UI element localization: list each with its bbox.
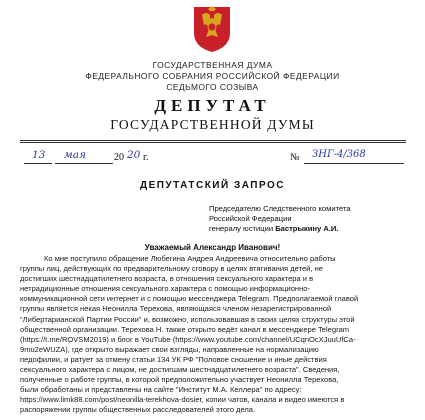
body-line: нетрадиционные отношения сексуального характера с помощью информационно-	[20, 284, 310, 294]
document-title: ДЕПУТАТСКИЙ ЗАПРОС	[139, 180, 286, 191]
header-line-1: ГОСУДАРСТВЕННАЯ ДУМА	[152, 60, 273, 70]
deputy-subtitle: ГОСУДАРСТВЕННОЙ ДУМЫ	[110, 117, 315, 132]
header-rule-bottom	[20, 142, 406, 143]
addressee-line-2: Российской Федерации	[209, 214, 292, 223]
date-year-prefix: 20	[114, 152, 124, 163]
date-day-underline	[24, 163, 52, 164]
number-underline	[304, 163, 404, 164]
body-text	[20, 254, 406, 416]
body-line: https://www.limk88.com/post/neonilla-terekhova-dosier, копии чатов, канала и видео имеются в	[20, 395, 345, 405]
body-line: 9mu2eWUZA), где открыто выражает свои взгляды, направленные на нормализацию	[20, 344, 319, 354]
deputy-title: ДЕПУТАТ	[154, 96, 271, 115]
addressee-line-1: Председателю Следственного комитета	[209, 204, 351, 213]
body-line: группы является некая Неонилла Терехова, являющаяся членом незарегистрированной	[20, 304, 332, 314]
number-label: №	[290, 152, 300, 163]
state-emblem-icon	[188, 3, 236, 53]
date-year-suffix: 20	[127, 149, 141, 161]
body-line: полученные о работе группы, в которой предположительно участвует Неонилла Терехова,	[20, 375, 339, 385]
body-line: сексуального характера с лицом, не достигшим шестнадцатилетнего возраста". Сведения,	[20, 365, 340, 375]
body-line: коммуникационной сети интернет и с помощью мессенджера Telegram. Предполагаемой главой	[20, 294, 359, 304]
header-rule-top	[20, 140, 406, 141]
header-line-2: ФЕДЕРАЛЬНОГО СОБРАНИЯ РОССИЙСКОЙ ФЕДЕРАЦИИ	[85, 71, 340, 81]
body-line: общественной организации. Терехова Н. также открыто ведёт канал в мессенджере Telegram	[20, 324, 350, 334]
date-month: мая	[64, 149, 86, 161]
date-day: 13	[32, 149, 46, 161]
greeting: Уважаемый Александр Иванович!	[144, 243, 281, 252]
body-line: Ко мне поступило обращение Любегина Андрея Андреевича относительно работы	[44, 254, 336, 263]
document-number: ЗНГ-4/368	[312, 149, 366, 160]
body-line: "Либертарианской Партии России" и, возможно, использовавшая в своих целях структуры этой	[20, 314, 355, 324]
body-line: группы лиц, действующих по предварительному сговору в целях втягивания детей, не	[20, 264, 323, 274]
body-line: педофилии, и ратует за отмену статьи 134 УК РФ "Половое сношение и иные действия	[20, 354, 327, 364]
header-line-3: СЕДЬМОГО СОЗЫВА	[166, 82, 259, 92]
addressee-rank: генералу юстиции	[209, 224, 276, 233]
body-line: достигших шестнадцатилетнего возраста, в отношения сексуального характера и в	[20, 274, 314, 284]
addressee-line-3	[209, 224, 339, 234]
body-line: были обработаны и представлены на сайте "Институт М.А. Келлера" по адресу:	[20, 385, 302, 395]
body-line: распоряжении группы общественных расследователей этого дела.	[20, 405, 256, 415]
body-line: (https://t.me/ROVSM2019) и блог в YouTube (https://www.youtube.com/channel/UCqnOcXJuuUfCa-	[20, 334, 356, 344]
date-month-underline	[55, 163, 113, 164]
addressee-name: Бастрыкину А.И.	[275, 224, 339, 233]
date-year-tail: г.	[143, 152, 149, 163]
